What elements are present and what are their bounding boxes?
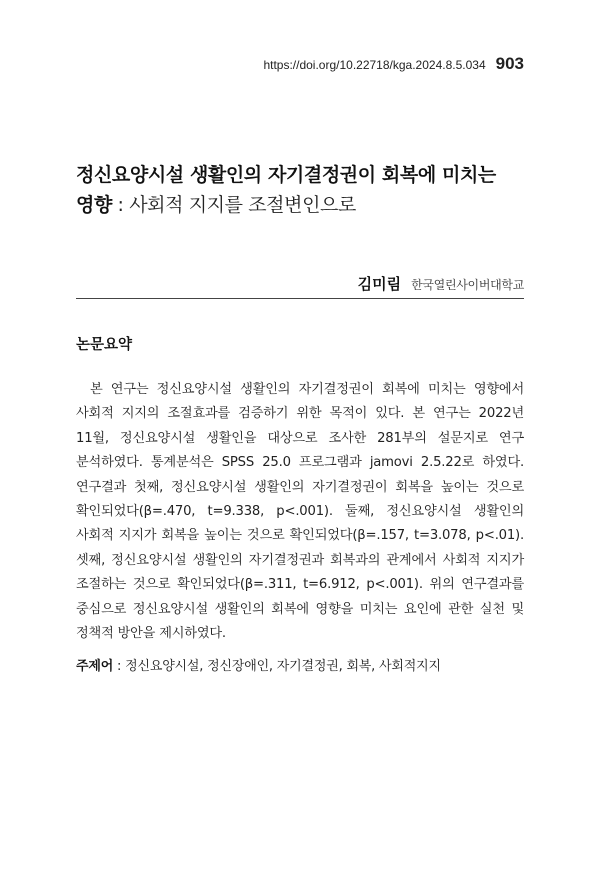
author-block	[358, 273, 524, 294]
abstract-heading: 논문요약	[76, 337, 133, 353]
keywords-label: 주제어	[76, 659, 114, 674]
title-line-1: 정신요양시설 생활인의 자기결정권이 회복에 미치는	[76, 164, 496, 186]
running-header	[76, 54, 524, 76]
page-number: 903	[495, 54, 524, 73]
keywords-text: 정신요양시설, 정신장애인, 자기결정권, 회복, 사회적지지	[125, 659, 441, 674]
author-name: 김미림	[357, 275, 402, 293]
doi-link[interactable]: https://doi.org/10.22718/kga.2024.8.5.034	[263, 58, 486, 72]
keywords-separator: :	[113, 659, 126, 674]
subtitle: : 사회적 지지를 조절변인으로	[111, 194, 356, 216]
paper-title	[76, 160, 530, 220]
author-affiliation: 한국열린사이버대학교	[411, 278, 524, 292]
abstract-body: 본 연구는 정신요양시설 생활인의 자기결정권이 회복에 미치는 영향에서 사회적 지지의 조절효과를 검증하기 위한 목적이 있다. 본 연구는 2022년 11월, 정신요양시설 생활인을 대상으로 조사한 281부의 설문지로 연구 분석하였다. 통계분석은 SPSS 25.0 프로그램과 jamovi 2.5.22로 하였다. 연구결과 첫째, 정신요양시설 생활인의 자기결정권이 회복을 높이는 것으로 확인되었다(β=.470, t=9.338, p<.001). 둘째, 정신요양시설 생활인의 사회적 지지가 회복을 높이는 것으로 확인되었다(β=.157, t=3.078, p<.01). 셋째, 정신요양시설 생활인의 자기결정권과 회복과의 관계에서 사회적 지지가 조절하는 것으로 확인되었다(β=.311, t=6.912, p<.001). 위의 연구결과를 중심으로 정신요양시설 생활인의 회복에 영향을 미치는 요인에 관한 실천 및 정책적 방안을 제시하였다.	[76, 382, 524, 642]
title-divider	[76, 298, 524, 299]
keywords-line	[76, 655, 530, 674]
title-line-2-bold: 영향	[76, 194, 112, 216]
